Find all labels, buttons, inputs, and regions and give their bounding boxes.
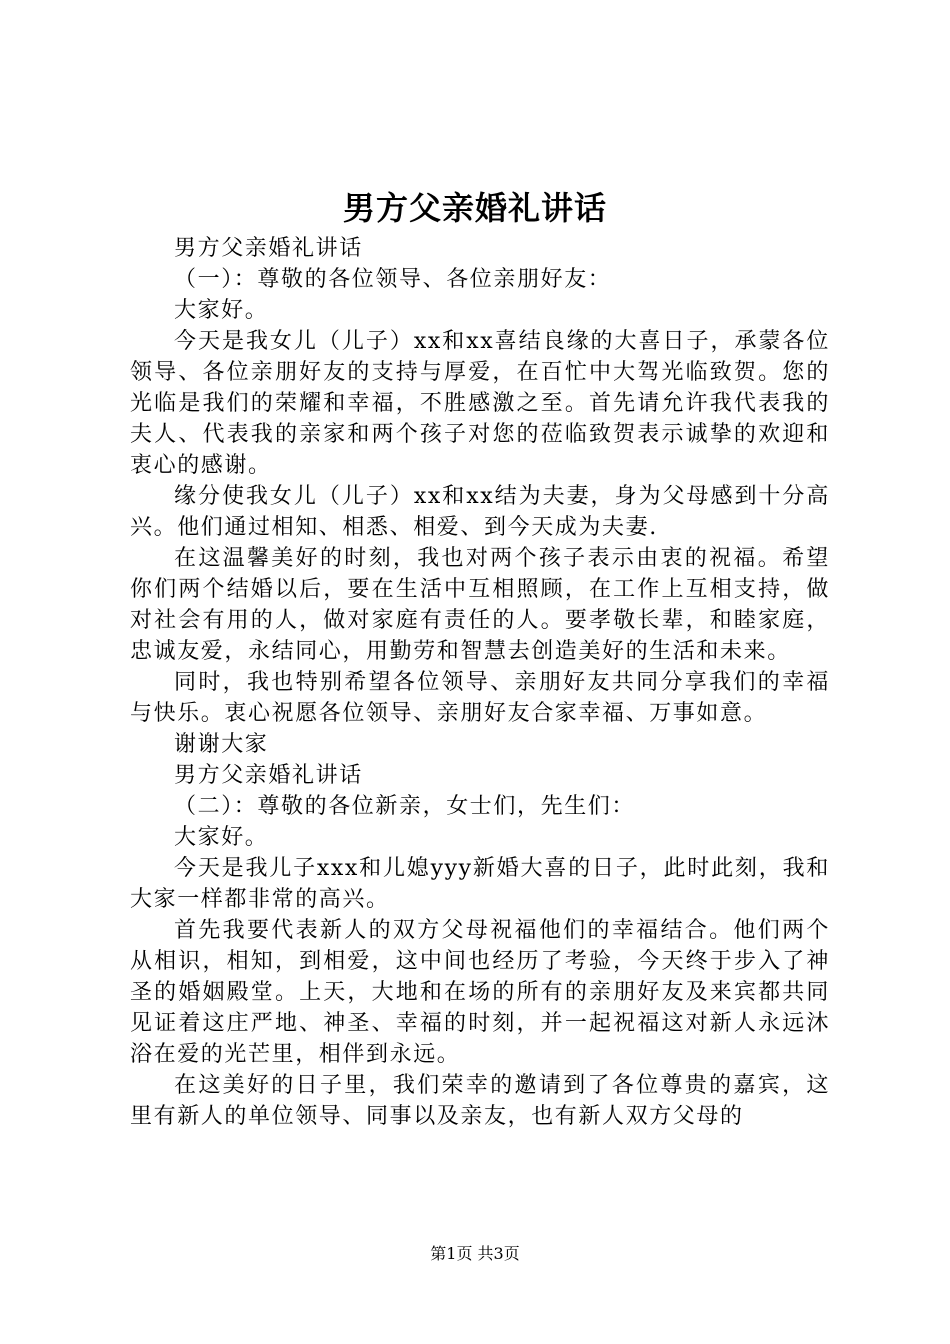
paragraph: 谢谢大家 — [174, 732, 269, 757]
paragraph: （二）：尊敬的各位新亲，女士们，先生们： — [174, 794, 636, 819]
paragraph: 男方父亲婚礼讲话 — [174, 763, 363, 788]
paragraph: 缘分使我女儿（儿子）xx和xx结为夫妻，身为父母感到十分高兴。他们通过相知、相悉、相爱、到今天成为夫妻. — [130, 484, 830, 540]
paragraph: （一）：尊敬的各位领导、各位亲朋好友： — [174, 267, 612, 292]
paragraph: 同时，我也特别希望各位领导、亲朋好友共同分享我们的幸福与快乐。衷心祝愿各位领导、亲朋好友合家幸福、万事如意。 — [130, 670, 830, 726]
document-title: 男方父亲婚礼讲话 — [342, 189, 607, 227]
document-body — [130, 233, 830, 1132]
paragraph: 在这温馨美好的时刻，我也对两个孩子表示由衷的祝福。希望你们两个结婚以后，要在生活中互相照顾，在工作上互相支持，做对社会有用的人，做对家庭有责任的人。要孝敬长辈，和睦家庭，忠诚友爱，永结同心，用勤劳和智慧去创造美好的生活和未来。 — [130, 546, 830, 664]
paragraph: 首先我要代表新人的双方父母祝福他们的幸福结合。他们两个从相识，相知，到相爱，这中间也经历了考验，今天终于步入了神圣的婚姻殿堂。上天，大地和在场的所有的亲朋好友及来宾都共同见证着这庄严地、神圣、幸福的时刻，并一起祝福这对新人永远沐浴在爱的光芒里，相伴到永远。 — [130, 918, 830, 1067]
paragraph: 男方父亲婚礼讲话 — [174, 236, 363, 261]
paragraph: 大家好。 — [174, 298, 269, 323]
page-footer: 第1页 共3页 — [430, 1244, 520, 1263]
paragraph: 大家好。 — [174, 825, 269, 850]
paragraph: 在这美好的日子里，我们荣幸的邀请到了各位尊贵的嘉宾，这里有新人的单位领导、同事以及亲友，也有新人双方父母的 — [130, 1073, 830, 1129]
paragraph: 今天是我儿子xxx和儿媳yyy新婚大喜的日子，此时此刻，我和大家一样都非常的高兴。 — [130, 856, 830, 912]
paragraph: 今天是我女儿（儿子）xx和xx喜结良缘的大喜日子，承蒙各位领导、各位亲朋好友的支持与厚爱，在百忙中大驾光临致贺。您的光临是我们的荣耀和幸福，不胜感激之至。首先请允许我代表我的夫人、代表我的亲家和两个孩子对您的莅临致贺表示诚挚的欢迎和衷心的感谢。 — [130, 329, 830, 478]
